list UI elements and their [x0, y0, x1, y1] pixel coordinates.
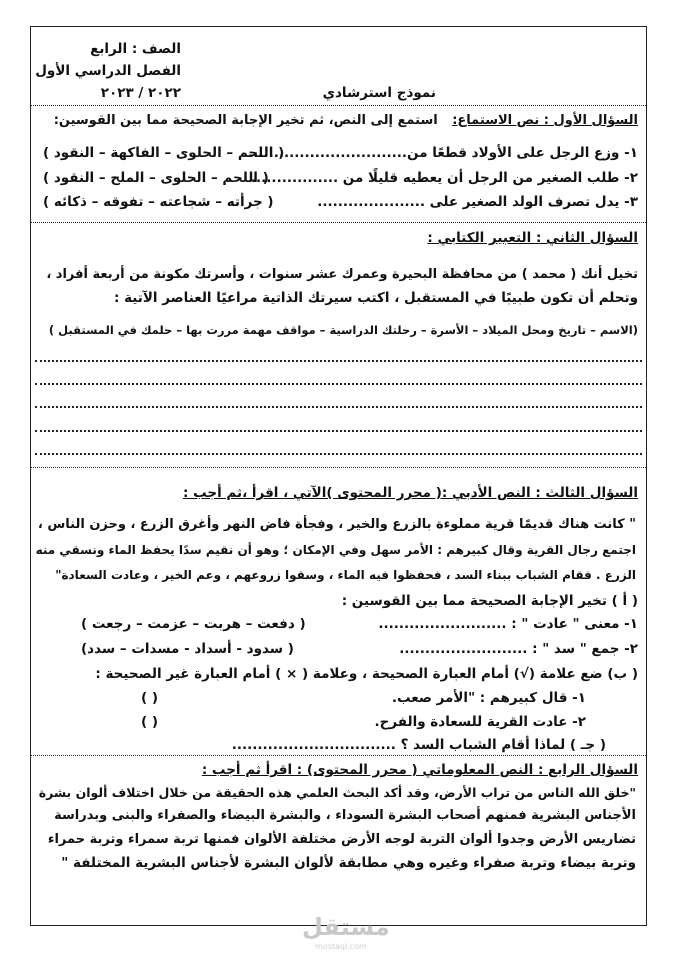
- divider: [31, 222, 646, 223]
- answer-line: [35, 430, 642, 432]
- q2-para2: وتحلم أن تكون طبيبًا في المستقبل ، اكتب سيرتك الذاتية مراعيًا العناصر الآتية :: [113, 290, 638, 306]
- q1-item-1-stem: ١- وزع الرجل على الأولاد قطعًا من...............................: [248, 145, 638, 161]
- q3-label: السؤال الثالث : النص الأدبي :( محرر المحتوى )الآتي ، اقرأ ،ثم أجب :: [182, 485, 638, 501]
- q3-b-label: ( ب) ضع علامة (√) أمام العبارة الصحيحة ، وعلامة ( × ) أمام العبارة غير الصحيحة :: [95, 666, 638, 682]
- answer-line: [35, 453, 642, 455]
- answer-line: [35, 383, 642, 385]
- q1-item-1-options: ( اللحم – الحلوى – الفاكهة – النقود ): [43, 145, 285, 161]
- q3-text-line-1: " كانت هناك قديمًا قرية مملوءة بالزرع والخير ، وفجأة فاض النهر وأغرق الزرع ، وحزن الناس ،: [37, 517, 636, 532]
- watermark-logo: مستقل: [302, 913, 390, 941]
- q3-b-item-2-mark: ( ): [141, 714, 159, 730]
- q4-label: السؤال الرابع : النص المعلوماتي ( محرر المحتوى) : اقرأ ثم أجب :: [201, 762, 638, 778]
- answer-line: [35, 360, 642, 362]
- q1-item-2-stem: ٢- طلب الصغير من الرجل أن يعطيه قليلًا من .................: [250, 170, 638, 186]
- q1-label: السؤال الأول : نص الاستماع:: [452, 113, 638, 128]
- q1-instruction: استمع إلى النص، ثم تخير الإجابة الصحيحة مما بين القوسين:: [53, 113, 438, 128]
- q4-text-line-4: وتربة بيضاء وتربة صفراء وغيره وهي مطابقة لألوان البشرة لأجناس البشرية المختلفة ": [61, 855, 636, 871]
- q4-text-line-2: الأجناس البشرية فمنهم أصحاب البشرة السوداء ، والبشرة البيضاء والصفراء والبنى وبدراسة: [54, 808, 636, 823]
- divider: [31, 755, 646, 756]
- q3-b-item-1-stem: ١- قال كبيرهم : "الأمر صعب.: [391, 690, 586, 706]
- exam-page: [30, 26, 647, 926]
- header-grade: الصف : الرابع: [90, 41, 181, 57]
- q4-text-line-3: تضاريس الأرض وجدوا ألوان التربة لوجه الأرض مختلفة الألوان فمنها تربة سمراء وتربة حمراء: [47, 832, 636, 847]
- q3-a-item-2-options: ( سدود - أسداد - مسدات – سدد): [81, 641, 294, 657]
- header-year: ٢٠٢٢ / ٢٠٢٣: [100, 85, 181, 101]
- q1-item-3-stem: ٣- يدل تصرف الولد الصغير على .....................: [317, 194, 638, 210]
- q1-header: [54, 113, 638, 130]
- header-term: الفصل الدراسي الأول: [35, 63, 181, 79]
- q2-para1: تخيل أنك ( محمد ) من محافظة البحيرة وعمرك عشر سنوات ، وأسرتك مكونة من أربعة أفراد ،: [46, 267, 638, 282]
- q1-item-3-options: ( جرأته – شجاعته – تفوقه – ذكائه ): [43, 194, 274, 210]
- q1-item-2-options: ( اللحم – الحلوى – الملح – النقود ): [43, 170, 269, 186]
- header-model: نموذج استرشادي: [322, 85, 436, 101]
- q3-c-label: ( جـ ) لماذا أقام الشباب السد ؟ ................................: [231, 737, 606, 753]
- q3-a-item-2-stem: ٢- جمع " سد " : .........................: [399, 641, 638, 657]
- q3-b-item-2-stem: ٢- عادت القرية للسعادة والفرح.: [374, 714, 586, 730]
- divider: [31, 105, 646, 106]
- q2-elements: (الاسم – تاريخ ومحل الميلاد – الأسرة – رحلتك الدراسية – مواقف مهمة مررت بها – حلمك في المستقبل ): [48, 323, 638, 337]
- q2-label: السؤال الثاني : التعبير الكتابي :: [427, 230, 638, 246]
- watermark-site: mostaql.com: [315, 942, 367, 951]
- answer-line: [35, 406, 642, 408]
- q3-b-item-1-mark: ( ): [141, 690, 159, 706]
- q3-text-line-3: الزرع . فقام الشباب ببناء السد ، فحفظوا فيه الماء ، وسقوا زروعهم ، وعم الخير ، وعادت السعادة": [55, 568, 636, 582]
- q3-a-label: ( أ ) تخير الإجابة الصحيحة مما بين القوسين :: [341, 593, 638, 609]
- q4-text-line-1: "خلق الله الناس من تراب الأرض، وقد أكد البحث العلمي هذه الحقيقة من خلال اختلاف ألوان بشرة: [38, 785, 636, 800]
- q3-a-item-1-options: ( دفعت – هربت – عزمت – رجعت ): [81, 616, 306, 632]
- q3-a-item-1-stem: ١- معنى " عادت " : .........................: [378, 616, 638, 632]
- q3-text-line-2: اجتمع رجال القرية وقال كبيرهم : الأمر سهل وفي الإمكان ؛ وهو أن نقيم سدًا يحفظ الماء ونسقي منه: [35, 543, 636, 557]
- divider: [31, 467, 646, 468]
